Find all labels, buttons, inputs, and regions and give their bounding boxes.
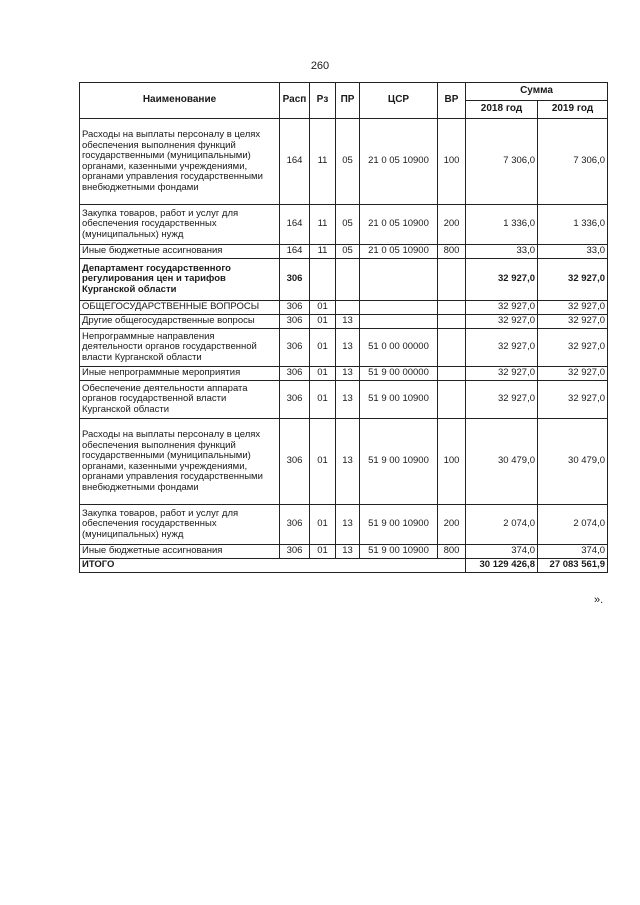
cell-sum-2019: 2 074,0	[538, 505, 608, 545]
cell-pr: 13	[336, 381, 360, 419]
cell-pr	[336, 259, 360, 301]
table-row	[80, 259, 608, 301]
cell-rasp: 164	[280, 205, 310, 245]
header-pr: ПР	[336, 83, 360, 119]
cell-vr	[438, 315, 466, 329]
cell-sum-2019: 1 336,0	[538, 205, 608, 245]
cell-name: Закупка товаров, работ и услуг для обеспечения государственных (муниципальных) нужд	[80, 205, 280, 245]
table-body	[80, 119, 608, 559]
cell-sum-2019: 32 927,0	[538, 367, 608, 381]
cell-rz: 11	[310, 119, 336, 205]
table-row	[80, 329, 608, 367]
cell-pr: 05	[336, 245, 360, 259]
header-csr: ЦСР	[360, 83, 438, 119]
cell-vr	[438, 301, 466, 315]
cell-rz: 11	[310, 245, 336, 259]
total-row	[80, 559, 608, 573]
cell-sum-2018: 2 074,0	[466, 505, 538, 545]
cell-csr: 51 0 00 00000	[360, 329, 438, 367]
cell-vr	[438, 367, 466, 381]
cell-rasp: 164	[280, 245, 310, 259]
table-row	[80, 301, 608, 315]
cell-rz: 01	[310, 545, 336, 559]
cell-vr: 100	[438, 419, 466, 505]
cell-csr	[360, 301, 438, 315]
cell-pr	[336, 301, 360, 315]
cell-pr: 13	[336, 545, 360, 559]
table-row	[80, 381, 608, 419]
cell-csr: 51 9 00 00000	[360, 367, 438, 381]
cell-csr: 51 9 00 10900	[360, 419, 438, 505]
cell-csr: 21 0 05 10900	[360, 205, 438, 245]
cell-name: Обеспечение деятельности аппарата органов государственной власти Курганской области	[80, 381, 280, 419]
cell-name: Департамент государственного регулирования цен и тарифов Курганской области	[80, 259, 280, 301]
cell-pr: 13	[336, 329, 360, 367]
cell-rasp: 306	[280, 419, 310, 505]
cell-csr	[360, 259, 438, 301]
cell-rasp: 306	[280, 381, 310, 419]
cell-rz: 01	[310, 367, 336, 381]
cell-rasp: 306	[280, 329, 310, 367]
cell-rasp: 306	[280, 367, 310, 381]
cell-name: Иные бюджетные ассигнования	[80, 245, 280, 259]
cell-name: Расходы на выплаты персоналу в целях обеспечения выполнения функций государственными (муниципальными) органами, казенными учреждениями, органами управления государственными внебюджетными фондами	[80, 419, 280, 505]
cell-csr: 51 9 00 10900	[360, 381, 438, 419]
cell-csr	[360, 315, 438, 329]
cell-csr: 51 9 00 10900	[360, 545, 438, 559]
header-year-2019: 2019 год	[538, 101, 608, 119]
cell-vr: 200	[438, 505, 466, 545]
cell-rasp: 306	[280, 505, 310, 545]
cell-rz: 01	[310, 301, 336, 315]
cell-sum-2018: 374,0	[466, 545, 538, 559]
total-2018: 30 129 426,8	[466, 559, 538, 573]
total-2019: 27 083 561,9	[538, 559, 608, 573]
table-row	[80, 545, 608, 559]
cell-pr: 13	[336, 315, 360, 329]
cell-vr: 200	[438, 205, 466, 245]
cell-csr: 51 9 00 10900	[360, 505, 438, 545]
cell-vr: 800	[438, 545, 466, 559]
table-row	[80, 119, 608, 205]
header-year-2018: 2018 год	[466, 101, 538, 119]
cell-sum-2018: 7 306,0	[466, 119, 538, 205]
cell-name: Закупка товаров, работ и услуг для обеспечения государственных (муниципальных) нужд	[80, 505, 280, 545]
cell-sum-2018: 32 927,0	[466, 259, 538, 301]
cell-name: Расходы на выплаты персоналу в целях обеспечения выполнения функций государственными (муниципальными) органами, казенными учреждениями, органами управления государственными внебюджетными фондами	[80, 119, 280, 205]
cell-sum-2019: 30 479,0	[538, 419, 608, 505]
header-vr: ВР	[438, 83, 466, 119]
cell-rz: 01	[310, 419, 336, 505]
total-label: ИТОГО	[80, 559, 466, 573]
cell-rz: 01	[310, 329, 336, 367]
cell-name: Иные непрограммные мероприятия	[80, 367, 280, 381]
cell-sum-2019: 374,0	[538, 545, 608, 559]
cell-rasp: 306	[280, 259, 310, 301]
table-row	[80, 205, 608, 245]
cell-sum-2019: 7 306,0	[538, 119, 608, 205]
cell-pr: 13	[336, 505, 360, 545]
header-rasp: Расп	[280, 83, 310, 119]
cell-sum-2018: 32 927,0	[466, 381, 538, 419]
header-row	[80, 83, 608, 101]
cell-vr: 800	[438, 245, 466, 259]
cell-rasp: 306	[280, 545, 310, 559]
cell-sum-2019: 32 927,0	[538, 315, 608, 329]
cell-sum-2018: 30 479,0	[466, 419, 538, 505]
cell-rasp: 164	[280, 119, 310, 205]
cell-sum-2019: 32 927,0	[538, 381, 608, 419]
cell-sum-2018: 32 927,0	[466, 329, 538, 367]
cell-sum-2018: 33,0	[466, 245, 538, 259]
cell-csr: 21 0 05 10900	[360, 245, 438, 259]
cell-pr: 13	[336, 419, 360, 505]
cell-sum-2018: 1 336,0	[466, 205, 538, 245]
table-row	[80, 367, 608, 381]
header-sum: Сумма	[466, 83, 608, 101]
cell-sum-2018: 32 927,0	[466, 367, 538, 381]
cell-vr: 100	[438, 119, 466, 205]
table-row	[80, 315, 608, 329]
cell-rasp: 306	[280, 301, 310, 315]
cell-rz: 11	[310, 205, 336, 245]
header-name: Наименование	[80, 83, 280, 119]
cell-csr: 21 0 05 10900	[360, 119, 438, 205]
cell-vr	[438, 259, 466, 301]
cell-name: Непрограммные направления деятельности органов государственной власти Курганской области	[80, 329, 280, 367]
header-rz: Рз	[310, 83, 336, 119]
cell-sum-2019: 32 927,0	[538, 301, 608, 315]
cell-rz: 01	[310, 381, 336, 419]
cell-sum-2018: 32 927,0	[466, 315, 538, 329]
cell-name: ОБЩЕГОСУДАРСТВЕННЫЕ ВОПРОСЫ	[80, 301, 280, 315]
cell-name: Иные бюджетные ассигнования	[80, 545, 280, 559]
table-row	[80, 505, 608, 545]
cell-sum-2018: 32 927,0	[466, 301, 538, 315]
cell-pr: 13	[336, 367, 360, 381]
table-row	[80, 245, 608, 259]
cell-rasp: 306	[280, 315, 310, 329]
cell-pr: 05	[336, 205, 360, 245]
cell-name: Другие общегосударственные вопросы	[80, 315, 280, 329]
closing-quote-mark: ».	[594, 594, 604, 606]
cell-vr	[438, 329, 466, 367]
cell-pr: 05	[336, 119, 360, 205]
cell-sum-2019: 33,0	[538, 245, 608, 259]
budget-table	[79, 82, 608, 573]
cell-sum-2019: 32 927,0	[538, 329, 608, 367]
page-number: 260	[310, 60, 330, 72]
cell-vr	[438, 381, 466, 419]
cell-rz	[310, 259, 336, 301]
cell-sum-2019: 32 927,0	[538, 259, 608, 301]
cell-rz: 01	[310, 315, 336, 329]
cell-rz: 01	[310, 505, 336, 545]
table-row	[80, 419, 608, 505]
